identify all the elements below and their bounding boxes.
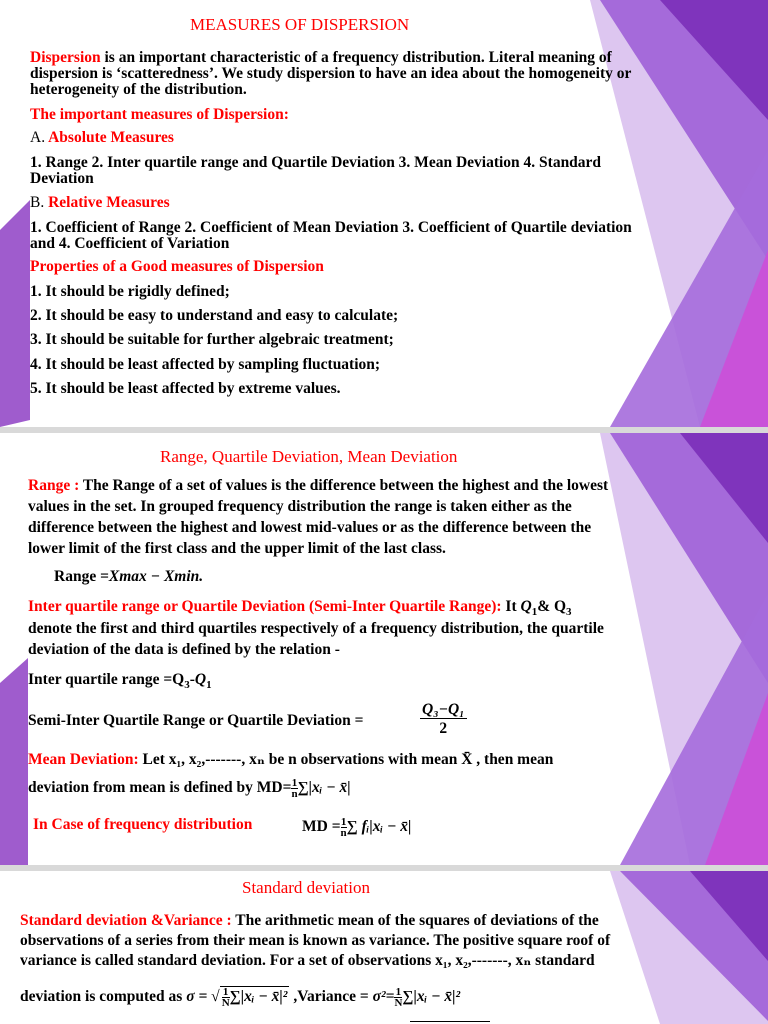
intro-line-3: heterogeneity of the distribution. <box>30 81 247 98</box>
relative-measures-heading: B. Relative Measures <box>30 194 170 211</box>
range-formula: Range =Xmax − Xmin. <box>54 568 204 585</box>
slide-standard-deviation <box>0 871 768 1024</box>
range-line-3: difference between the highest and lowest mid-values or as the difference between the <box>28 519 592 536</box>
absolute-measures-line-1: 1. Range 2. Inter quartile range and Quartile Deviation 3. Mean Deviation 4. Standard <box>30 154 602 171</box>
property-item: 2. It should be easy to understand and easy to calculate; <box>30 307 399 324</box>
property-item: 4. It should be least affected by sampling fluctuation; <box>30 356 381 373</box>
mean-deviation-line-1: Mean Deviation: Let x₁, x₂,-------, xₙ be n observations with mean X̄ , then mean <box>28 751 554 768</box>
range-line-4: lower limit of the first class and the upper limit of the last class. <box>28 540 446 557</box>
frequency-md-label: In Case of frequency distribution <box>33 816 253 833</box>
property-item: 5. It should be least affected by extreme values. <box>30 380 341 397</box>
sd-line-2: observations of a series from their mean is known as variance. The positive square roof of <box>20 932 611 949</box>
frequency-md-formula: MD = $\frac{1}{n}$ ∑ fᵢ|xᵢ − x̄| <box>302 816 412 839</box>
sqrt-body: $\frac{1}{N}$ ∑|xᵢ − x̄|² <box>221 986 288 1009</box>
sd-formula: deviation is computed as σ = √ $\frac{1}{N}$ ∑|xᵢ − x̄|² ,Variance = σ²= $\frac{1}{N}$ ∑|xᵢ − x̄|² <box>20 986 461 1009</box>
sd-line-3: variance is called standard deviation. For a set of observations x₁, x₂,-------, xₙ standard <box>20 952 595 969</box>
slide-title: Standard deviation <box>242 878 370 897</box>
intro-term: Dispersion <box>30 49 101 66</box>
slide-range-quartile-mean-deviation <box>0 433 768 865</box>
iqr-formula: Inter quartile range $=Q_3-Q_1$ <box>28 671 212 692</box>
intro-line-1: Dispersion is an important characteristic of a frequency distribution. Literal meaning of <box>30 49 612 66</box>
partial-divider-line <box>410 1021 490 1022</box>
slide-title: Range, Quartile Deviation, Mean Deviation <box>160 447 458 466</box>
properties-heading: Properties of a Good measures of Dispersion <box>30 258 324 275</box>
sqrt-sign: √ <box>211 988 220 1006</box>
property-item: 3. It should be suitable for further algebraic treatment; <box>30 331 394 348</box>
md-fraction: $\frac{1}{n}$ <box>291 777 298 800</box>
intro-line-2: dispersion is ‘scatteredness’. We study dispersion to have an idea about the homogeneity or <box>30 65 632 82</box>
relative-measures-line-2: and 4. Coefficient of Variation <box>30 235 230 252</box>
mean-deviation-line-2: deviation from mean is defined by MD= $\frac{1}{n}$ ∑|xᵢ − x̄| <box>28 777 351 800</box>
iqr-line-3: deviation of the data is defined by the relation - <box>28 641 340 658</box>
slide-title: MEASURES OF DISPERSION <box>190 15 410 34</box>
semi-iqr-fraction: Q₃−Q₁ 2 <box>422 701 465 737</box>
property-item: 1. It should be rigidly defined; <box>30 283 230 300</box>
range-line-2: values in the set. In grouped frequency distribution the range is taken either as the <box>28 498 572 515</box>
absolute-measures-line-2: Deviation <box>30 170 94 187</box>
iqr-line-1: Inter quartile range or Quartile Deviation (Semi-Inter Quartile Range): It $Q_1\&$ $Q_3$ <box>28 598 572 619</box>
absolute-measures-heading: A. Absolute Measures <box>30 129 174 146</box>
sd-line-1: Standard deviation &Variance : The arithmetic mean of the squares of deviations of the <box>20 912 599 929</box>
range-line-1: Range : The Range of a set of values is the difference between the highest and the lowest <box>28 477 609 494</box>
relative-measures-line-1: 1. Coefficient of Range 2. Coefficient of Mean Deviation 3. Coefficient of Quartile deviation <box>30 219 632 236</box>
important-measures-heading: The important measures of Dispersion: <box>30 106 289 123</box>
iqr-line-2: denote the first and third quartiles respectively of a frequency distribution, the quartile <box>28 620 604 637</box>
slide-measures-of-dispersion <box>0 0 768 427</box>
semi-iqr-formula: Semi-Inter Quartile Range or Quartile Deviation = <box>28 712 364 729</box>
